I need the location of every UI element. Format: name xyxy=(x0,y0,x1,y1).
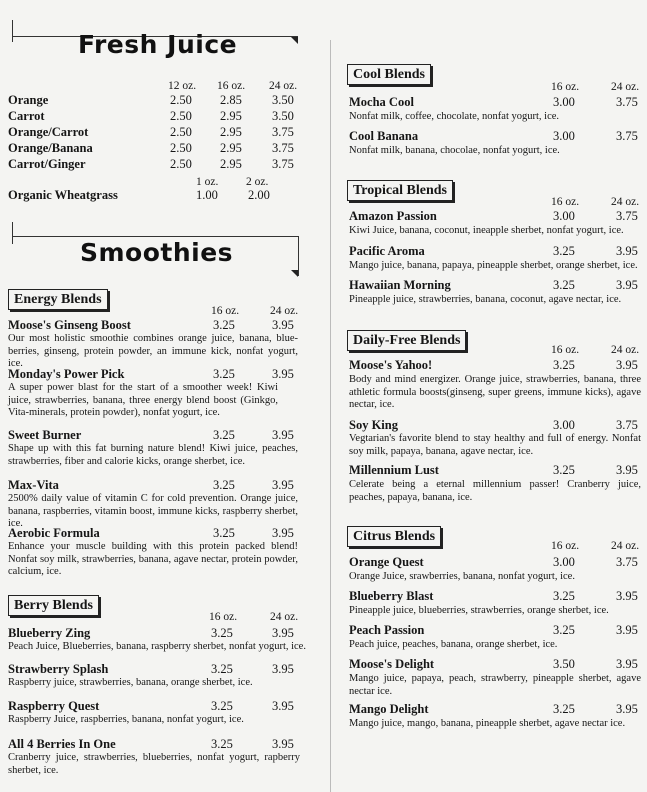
wheatgrass-size-header-1: 1 oz. xyxy=(196,176,219,188)
item-description: Raspberry juice, strawberries, banana, orange sherbet, ice. xyxy=(8,677,253,688)
item-description: Peach juice, peaches, banana, orange sherbet, ice. xyxy=(349,639,558,650)
item-description: Celerate being a eternal millennium passer! Cranberry juice, peaches, papaya, banana, ice. xyxy=(349,479,641,503)
item-name: Sweet Burner xyxy=(8,428,82,442)
item-price-24: 3.95 xyxy=(272,662,294,676)
juice-name: Carrot xyxy=(8,109,45,123)
juice-size-header-12: 12 oz. xyxy=(168,80,197,92)
item-price-24: 3.95 xyxy=(272,318,294,332)
item-name: Moose's Ginseng Boost xyxy=(8,318,131,332)
item-price-24: 3.95 xyxy=(272,428,294,442)
item-description: Pineapple juice, blueberries, strawberries, orange sherbet, ice. xyxy=(349,605,609,616)
wheatgrass-size-header-2: 2 oz. xyxy=(246,176,269,188)
item-price-24: 3.75 xyxy=(616,95,638,109)
item-price-16: 3.25 xyxy=(553,244,575,258)
fresh-juice-title: Fresh Juice xyxy=(78,30,238,59)
energy-size-header-16: 16 oz. xyxy=(211,305,240,317)
item-description: Cranberry juice, strawberries, blueberries, nonfat yogurt, rapberry sherbet, ice. xyxy=(8,752,300,776)
item-name: Mango Delight xyxy=(349,702,429,716)
juice-size-header-24: 24 oz. xyxy=(269,80,298,92)
item-price-16: 3.25 xyxy=(553,702,575,716)
item-description: Mango juice, mango, banana, pineapple sherbet, agave nectar ice. xyxy=(349,718,626,729)
item-description: Nonfat milk, coffee, chocolate, nonfat yogurt, ice. xyxy=(349,111,560,122)
item-price-24: 3.95 xyxy=(272,526,294,540)
wheatgrass-name: Organic Wheatgrass xyxy=(8,188,118,202)
item-price-24: 3.95 xyxy=(616,278,638,292)
item-price-24: 3.95 xyxy=(272,699,294,713)
item-price-24: 3.95 xyxy=(272,737,294,751)
juice-price-16: 2.95 xyxy=(220,157,242,171)
item-description: Peach Juice, Blueberries, banana, raspberry sherbet, nonfat yogurt, ice. xyxy=(8,641,306,652)
item-name: Peach Passion xyxy=(349,623,425,637)
juice-price-24: 3.75 xyxy=(272,157,294,171)
item-name: Amazon Passion xyxy=(349,209,437,223)
item-description: 2500% daily value of vitamin C for cold prevention. Orange juice, banana, raspberries, vitamin boost, immune kicks, raspberry sherbet, ice. xyxy=(8,493,298,529)
item-price-16: 3.25 xyxy=(213,318,235,332)
item-price-16: 3.25 xyxy=(213,428,235,442)
item-price-16: 3.25 xyxy=(213,478,235,492)
item-price-24: 3.75 xyxy=(616,129,638,143)
item-price-16: 3.25 xyxy=(211,626,233,640)
item-description: Nonfat milk, banana, chocolae, nonfat yogurt, ice. xyxy=(349,145,560,156)
item-price-16: 3.25 xyxy=(553,463,575,477)
item-name: Millennium Lust xyxy=(349,463,439,477)
juice-price-16: 2.95 xyxy=(220,125,242,139)
cool-size-header-16: 16 oz. xyxy=(551,81,580,93)
item-description: Mango juice, papaya, peach, strawberry, pineapple sherbet, agave nectar ice. xyxy=(349,673,641,697)
juice-price-12: 2.50 xyxy=(170,93,192,107)
item-price-16: 3.25 xyxy=(553,623,575,637)
juice-name: Orange xyxy=(8,93,49,107)
column-divider xyxy=(330,40,331,792)
item-price-24: 3.95 xyxy=(616,463,638,477)
item-price-24: 3.95 xyxy=(616,623,638,637)
item-description: Body and mind energizer. Orange juice, strawberries, banana, three athletic formula boosts(ginseng, super greens, immune kicks), agave nectar, ice. xyxy=(349,374,641,410)
item-price-16: 3.25 xyxy=(213,367,235,381)
tropical-size-header-24: 24 oz. xyxy=(611,196,640,208)
item-name: Aerobic Formula xyxy=(8,526,100,540)
item-name: Blueberry Zing xyxy=(8,626,91,640)
item-price-16: 3.25 xyxy=(211,662,233,676)
item-name: Soy King xyxy=(349,418,398,432)
tropical-blends-heading: Tropical Blends xyxy=(347,180,453,201)
item-name: Raspberry Quest xyxy=(8,699,100,713)
item-name: Hawaiian Morning xyxy=(349,278,451,292)
fresh-juice-left-tick xyxy=(12,20,13,42)
juice-price-24: 3.75 xyxy=(272,125,294,139)
berry-size-header-16: 16 oz. xyxy=(209,611,238,623)
item-price-24: 3.75 xyxy=(616,555,638,569)
item-price-16: 3.25 xyxy=(553,589,575,603)
juice-price-12: 2.50 xyxy=(170,109,192,123)
juice-price-16: 2.95 xyxy=(220,141,242,155)
wheatgrass-price-1: 1.00 xyxy=(196,188,218,202)
item-name: Mocha Cool xyxy=(349,95,414,109)
juice-price-24: 3.50 xyxy=(272,93,294,107)
item-price-24: 3.95 xyxy=(616,657,638,671)
item-price-16: 3.25 xyxy=(213,526,235,540)
berry-blends-heading: Berry Blends xyxy=(8,595,99,616)
item-price-24: 3.95 xyxy=(272,626,294,640)
juice-price-24: 3.75 xyxy=(272,141,294,155)
item-price-16: 3.25 xyxy=(553,278,575,292)
juice-price-16: 2.85 xyxy=(220,93,242,107)
juice-name: Orange/Carrot xyxy=(8,125,89,139)
item-price-16: 3.00 xyxy=(553,129,575,143)
item-price-24: 3.95 xyxy=(616,702,638,716)
corner-mark xyxy=(291,37,298,44)
juice-size-header-16: 16 oz. xyxy=(217,80,246,92)
juice-name: Orange/Banana xyxy=(8,141,93,155)
item-price-16: 3.50 xyxy=(553,657,575,671)
item-description: Shape up with this fat burning nature blend! Kiwi juice, peaches, strawberries, fiber and calorie kicks, orange sherbet, ice. xyxy=(8,443,298,467)
item-description: Our most holistic smoothie combines orange juice, banana, blue-berries, ginseng, protein powder, an immune kick, nonfat yogurt, ice. xyxy=(8,333,298,369)
item-price-16: 3.25 xyxy=(211,737,233,751)
item-description: Vegtarian's favorite blend to stay healthy and full of energy. Nonfat soy milk, papaya, banana, agave nectar, ice. xyxy=(349,433,641,457)
item-name: Pacific Aroma xyxy=(349,244,425,258)
item-name: Moose's Yahoo! xyxy=(349,358,433,372)
juice-price-12: 2.50 xyxy=(170,141,192,155)
juice-price-12: 2.50 xyxy=(170,125,192,139)
juice-price-16: 2.95 xyxy=(220,109,242,123)
dairy-size-header-24: 24 oz. xyxy=(611,344,640,356)
item-name: Monday's Power Pick xyxy=(8,367,125,381)
item-description: Pineapple juice, strawberries, banana, coconut, agave nectar, ice. xyxy=(349,294,622,305)
item-name: Strawberry Splash xyxy=(8,662,109,676)
energy-blends-heading: Energy Blends xyxy=(8,289,108,310)
juice-price-24: 3.50 xyxy=(272,109,294,123)
corner-mark xyxy=(291,270,298,277)
smoothies-top-rule xyxy=(12,236,298,237)
smoothies-left-tick xyxy=(12,222,13,244)
juice-name: Carrot/Ginger xyxy=(8,157,86,171)
berry-size-header-24: 24 oz. xyxy=(270,611,299,623)
item-description: Orange Juice, srawberries, banana, nonfat yogurt, ice. xyxy=(349,571,575,582)
item-price-16: 3.00 xyxy=(553,418,575,432)
juice-price-12: 2.50 xyxy=(170,157,192,171)
item-name: Cool Banana xyxy=(349,129,419,143)
item-price-16: 3.25 xyxy=(553,358,575,372)
citrus-size-header-24: 24 oz. xyxy=(611,540,640,552)
dairy-size-header-16: 16 oz. xyxy=(551,344,580,356)
item-description: Mango juice, banana, papaya, pineapple sherbet, orange sherbet, ice. xyxy=(349,260,638,271)
item-price-24: 3.95 xyxy=(616,244,638,258)
wheatgrass-price-2: 2.00 xyxy=(248,188,270,202)
citrus-blends-heading: Citrus Blends xyxy=(347,526,441,547)
item-name: Moose's Delight xyxy=(349,657,435,671)
item-name: Blueberry Blast xyxy=(349,589,434,603)
item-price-24: 3.95 xyxy=(616,358,638,372)
item-price-24: 3.95 xyxy=(272,478,294,492)
cool-size-header-24: 24 oz. xyxy=(611,81,640,93)
item-description: Kiwi Juice, banana, coconut, ineapple sherbet, nonfat yogurt, ice. xyxy=(349,225,624,236)
item-name: Max-Vita xyxy=(8,478,59,492)
item-description: Raspberry Juice, raspberries, banana, nonfat yogurt, ice. xyxy=(8,714,244,725)
item-price-24: 3.95 xyxy=(272,367,294,381)
item-description: A super power blast for the start of a smoother week! Kiwi juice, strawberries, banana, three energy blend boost (Ginkgo, Vita-minerals, protein powder), nonfat yogurt, ice. xyxy=(8,382,278,418)
item-name: Orange Quest xyxy=(349,555,424,569)
item-price-24: 3.75 xyxy=(616,209,638,223)
item-price-16: 3.25 xyxy=(211,699,233,713)
item-price-24: 3.75 xyxy=(616,418,638,432)
citrus-size-header-16: 16 oz. xyxy=(551,540,580,552)
cool-blends-heading: Cool Blends xyxy=(347,64,431,85)
item-description: Enhance your muscle building with this protein packed blend! Nonfat soy milk, strawberries, banana, agave nectar, protein powder, calcium, ice. xyxy=(8,541,298,577)
item-price-16: 3.00 xyxy=(553,95,575,109)
item-price-16: 3.00 xyxy=(553,555,575,569)
smoothies-right-tick xyxy=(298,236,299,276)
energy-size-header-24: 24 oz. xyxy=(270,305,299,317)
item-price-24: 3.95 xyxy=(616,589,638,603)
tropical-size-header-16: 16 oz. xyxy=(551,196,580,208)
item-name: All 4 Berries In One xyxy=(8,737,116,751)
item-price-16: 3.00 xyxy=(553,209,575,223)
smoothies-title: Smoothies xyxy=(80,238,234,267)
dairy-free-blends-heading: Daily-Free Blends xyxy=(347,330,466,351)
